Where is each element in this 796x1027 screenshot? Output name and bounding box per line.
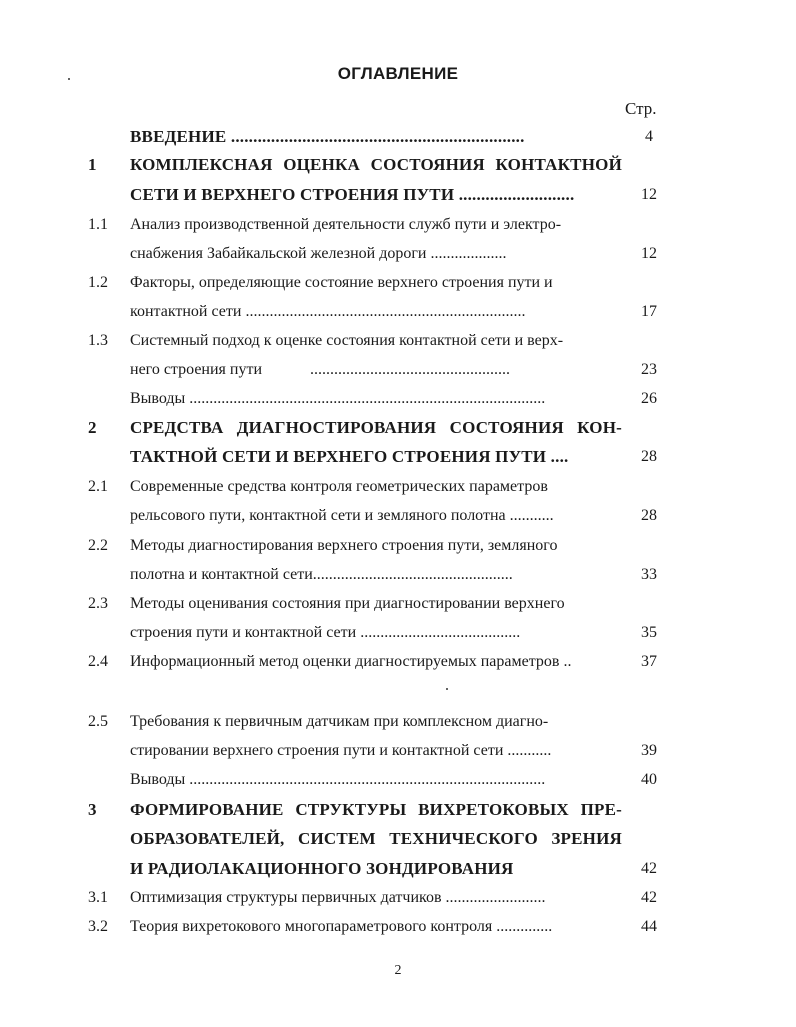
toc-line	[0, 620, 796, 646]
toc-line	[0, 124, 796, 150]
page-column-label: Стр.	[625, 99, 657, 118]
toc-section-number: 3	[88, 800, 97, 819]
toc-section-number: 2.1	[88, 478, 108, 495]
toc-line-text: полотна и контактной сети..................................................	[130, 566, 513, 583]
toc-section-number: 3.1	[88, 889, 108, 906]
toc-section-number: 2	[88, 418, 97, 437]
toc-line-text: Современные средства контроля геометрических параметров	[130, 478, 548, 495]
toc-line	[0, 299, 796, 325]
toc-section-number: 2.4	[88, 653, 108, 670]
toc-line-text: СЕТИ И ВЕРХНЕГО СТРОЕНИЯ ПУТИ ..........................	[130, 185, 575, 204]
toc-line	[0, 444, 796, 470]
toc-line-text: Оптимизация структуры первичных датчиков .........................	[130, 889, 546, 906]
toc-line-text: стировании верхнего строения пути и контактной сети ...........	[130, 742, 552, 759]
toc-line	[0, 212, 796, 238]
toc-section-number: 2.3	[88, 595, 108, 612]
toc-page-number: 23	[641, 361, 657, 378]
toc-page-number: 42	[641, 860, 657, 877]
toc-line-text: Выводы .........................................................................................	[130, 390, 546, 407]
toc-line-text: рельсового пути, контактной сети и земляного полотна ...........	[130, 507, 554, 524]
toc-line-text: Теория вихретокового многопараметрового контроля ..............	[130, 918, 553, 935]
toc-section-number: 3.2	[88, 918, 108, 935]
toc-section-number: 1.1	[88, 216, 108, 233]
toc-page-number: 28	[641, 448, 657, 465]
toc-line	[0, 914, 796, 940]
toc-line-text: Системный подход к оценке состояния контактной сети и верх-	[130, 332, 564, 349]
toc-line	[0, 386, 796, 412]
toc-line-text: Методы диагностирования верхнего строения пути, земляного	[130, 537, 558, 554]
toc-line-text: КОМПЛЕКСНАЯ ОЦЕНКА СОСТОЯНИЯ КОНТАКТНОЙ	[130, 155, 622, 174]
scan-speck	[446, 688, 448, 690]
toc-line	[0, 738, 796, 764]
toc-line	[0, 533, 796, 559]
toc-page-number: 17	[641, 303, 657, 320]
toc-line-text: Требования к первичным датчикам при комплексном диагно-	[130, 713, 549, 730]
toc-line-text: Информационный метод оценки диагностируемых параметров ..	[130, 653, 572, 670]
scan-speck	[68, 78, 70, 80]
toc-section-number: 1.3	[88, 332, 108, 349]
toc-page-number: 39	[641, 742, 657, 759]
toc-page-number: 37	[641, 653, 657, 670]
toc-page-number: 42	[641, 889, 657, 906]
toc-line	[0, 270, 796, 296]
toc-line	[0, 856, 796, 882]
toc-section-number: 1.2	[88, 274, 108, 291]
page-title: ОГЛАВЛЕНИЕ	[337, 64, 459, 83]
toc-line	[0, 767, 796, 793]
toc-line-text: ФОРМИРОВАНИЕ СТРУКТУРЫ ВИХРЕТОКОВЫХ ПРЕ-	[130, 800, 622, 819]
toc-line-text: И РАДИОЛАКАЦИОННОГО ЗОНДИРОВАНИЯ	[130, 859, 514, 878]
toc-line	[0, 357, 796, 383]
toc-line	[0, 591, 796, 617]
toc-line	[0, 826, 796, 852]
toc-page-number: 28	[641, 507, 657, 524]
toc-line	[0, 415, 796, 441]
toc-line-text: Факторы, определяющие состояние верхнего строения пути и	[130, 274, 553, 291]
toc-line	[0, 797, 796, 823]
toc-section-number: 2.2	[88, 537, 108, 554]
toc-line-text: ВВЕДЕНИЕ ..................................................................	[130, 127, 525, 146]
toc-line	[0, 562, 796, 588]
toc-page-number: 4	[645, 128, 653, 145]
toc-line	[0, 182, 796, 208]
toc-line	[0, 503, 796, 529]
toc-line-text: Выводы .........................................................................................	[130, 771, 546, 788]
toc-page-number: 12	[641, 245, 657, 262]
toc-section-number: 1	[88, 155, 97, 174]
toc-line-text: строения пути и контактной сети ........................................	[130, 624, 521, 641]
toc-line-text: снабжения Забайкальской железной дороги ...................	[130, 245, 507, 262]
toc-page-number: 12	[641, 186, 657, 203]
toc-page-number: 35	[641, 624, 657, 641]
toc-line	[0, 709, 796, 735]
toc-line-text: ТАКТНОЙ СЕТИ И ВЕРХНЕГО СТРОЕНИЯ ПУТИ ....	[130, 447, 569, 466]
toc-page-number: 26	[641, 390, 657, 407]
toc-line-text: Методы оценивания состояния при диагностировании верхнего	[130, 595, 565, 612]
toc-line	[0, 885, 796, 911]
toc-line	[0, 328, 796, 354]
toc-line-text: контактной сети ......................................................................	[130, 303, 526, 320]
toc-line	[0, 241, 796, 267]
toc-line-text: СРЕДСТВА ДИАГНОСТИРОВАНИЯ СОСТОЯНИЯ КОН-	[130, 418, 622, 437]
page-number: 2	[394, 963, 402, 978]
toc-line-text: него строения пути ..................................................	[130, 361, 511, 378]
toc-line	[0, 474, 796, 500]
toc-page-number: 44	[641, 918, 657, 935]
toc-line	[0, 152, 796, 178]
toc-line-text: Анализ производственной деятельности служб пути и электро-	[130, 216, 562, 233]
toc-line	[0, 649, 796, 675]
toc-line-text: ОБРАЗОВАТЕЛЕЙ, СИСТЕМ ТЕХНИЧЕСКОГО ЗРЕНИЯ	[130, 829, 622, 848]
toc-section-number: 2.5	[88, 713, 108, 730]
toc-page-number: 40	[641, 771, 657, 788]
toc-page-number: 33	[641, 566, 657, 583]
